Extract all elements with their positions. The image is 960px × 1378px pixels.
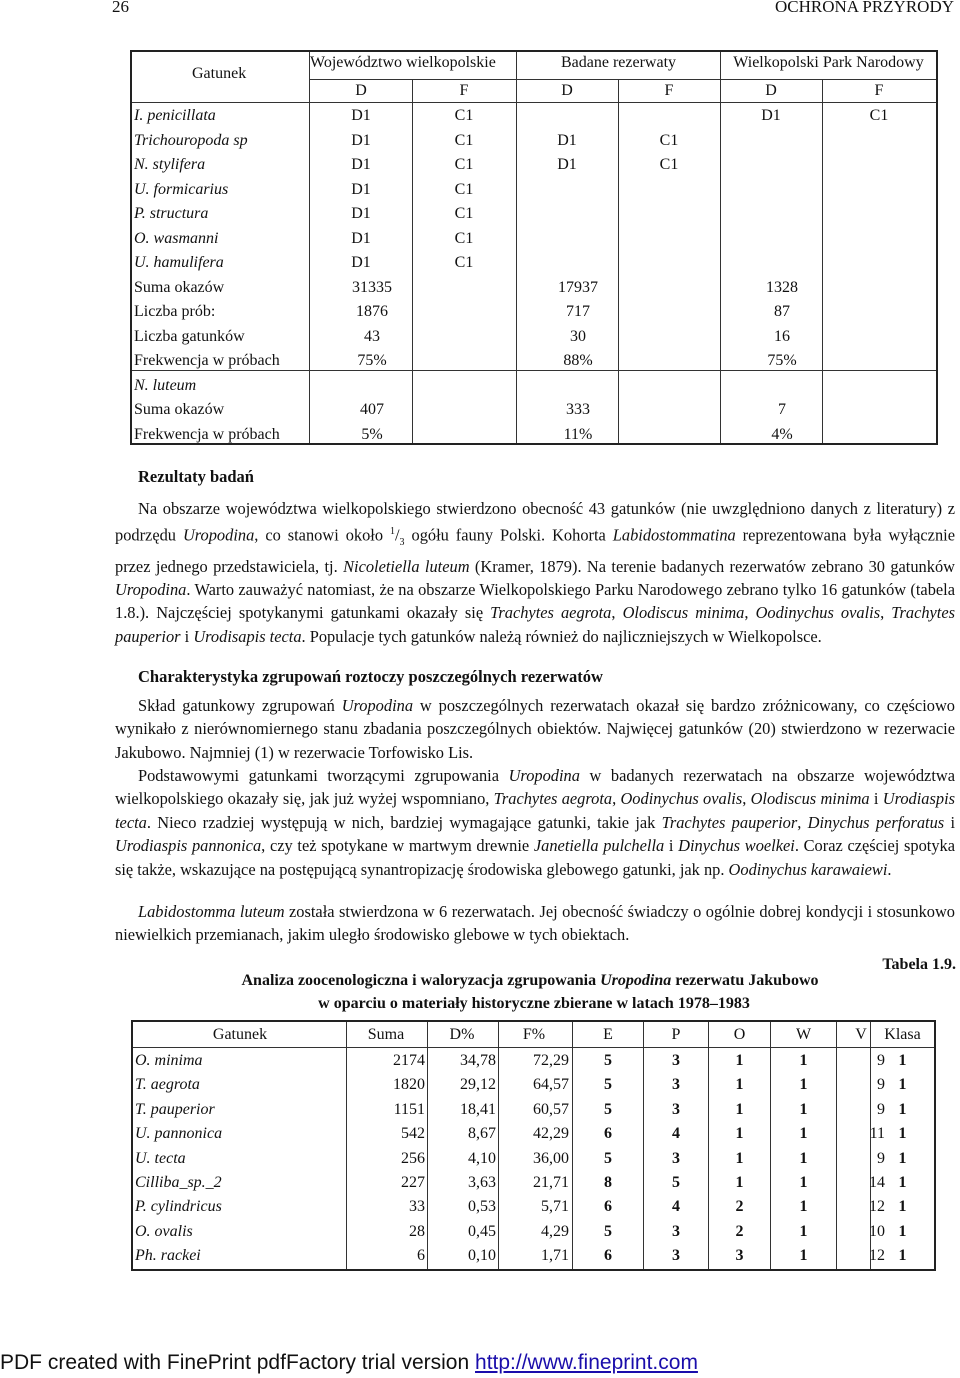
- table-row: [133, 1073, 934, 1097]
- species-cell: N. stylifera: [134, 156, 206, 173]
- species-cell: Suma okazów: [134, 278, 225, 296]
- value-cell: 29,12: [460, 1076, 496, 1094]
- table-row: [132, 423, 936, 447]
- value-cell: 5: [604, 1052, 612, 1069]
- value-cell: 30: [570, 327, 586, 345]
- zoocenology-table: [131, 1020, 936, 1271]
- species-cell: U. tecta: [135, 1149, 186, 1167]
- value-cell: 542: [401, 1125, 425, 1143]
- value-cell: [618, 251, 720, 275]
- species-cell: Ph. rackei: [135, 1247, 201, 1265]
- value-cell: 2174: [393, 1052, 425, 1069]
- value-cell: 9: [877, 1149, 885, 1167]
- value-cell: C1: [454, 254, 474, 271]
- species-cell: N. luteum: [134, 376, 197, 394]
- column-header: P: [671, 1026, 681, 1043]
- value-cell: 1: [735, 1076, 744, 1094]
- value-cell: 3: [672, 1247, 680, 1265]
- column-header: Klasa: [884, 1026, 921, 1043]
- value-cell: 1: [799, 1052, 808, 1069]
- value-cell: 60,57: [533, 1100, 569, 1118]
- value-cell: D1: [351, 180, 371, 198]
- table-row: [133, 1220, 934, 1244]
- section-title: Rezultaty badań: [138, 467, 254, 486]
- value-cell: 0,53: [468, 1198, 496, 1216]
- value-cell: 1: [735, 1125, 744, 1143]
- value-cell: 1876: [356, 303, 388, 320]
- value-cell: 227: [401, 1174, 425, 1191]
- value-cell: [720, 374, 844, 398]
- sub-header-row: D F D F D F: [355, 82, 884, 99]
- value-cell: 1: [799, 1198, 808, 1216]
- group-header: Badane rezerwaty: [560, 54, 677, 71]
- species-cell: U. hamulifera: [134, 254, 224, 271]
- table-row: [133, 1147, 934, 1171]
- value-cell: [822, 202, 936, 226]
- value-cell: 10: [869, 1222, 885, 1240]
- value-cell: D1: [351, 156, 371, 173]
- value-cell: [720, 349, 844, 373]
- value-cell: [516, 300, 640, 324]
- paragraph: Podstawowymi gatunkami tworzącymi zgrupowania Uropodina w badanych rezerwatach na obszarze województwa wielkopolskiego okazały się, jak już wyżej wspomniano, Trachytes aegrota, Oodinychus ovalis, Olodiscus minima i Urodiaspis tecta. Nieco rzadziej występują w nich, bardziej wymagające gatunki, takie jak Trachytes pauperior, Dinychus perforatus i Urodiaspis pannonica, czy też spotykane w martwym drewnie Janetiella pulchella i Dinychus woelkei. Coraz częściej spotyka się także, wskazujące na postępującą synantropizację środowiska glebowego gatunki, jak np. Oodinychus karawaiewi.: [115, 766, 956, 879]
- value-cell: 256: [401, 1149, 425, 1167]
- species-cell: Frekwencja w próbach: [134, 352, 280, 369]
- species-cell: T. pauperior: [135, 1100, 215, 1118]
- value-cell: 0,45: [468, 1222, 496, 1240]
- value-cell: 6: [604, 1125, 612, 1143]
- value-cell: [720, 129, 822, 153]
- table-label: Tabela 1.9.: [882, 956, 956, 973]
- value-cell: [822, 251, 936, 275]
- value-cell: 21,71: [533, 1174, 569, 1191]
- value-cell: 4: [672, 1198, 680, 1216]
- table-row: [132, 325, 936, 349]
- value-cell: 9: [877, 1100, 885, 1118]
- value-cell: 33: [409, 1198, 425, 1216]
- value-cell: 333: [566, 401, 590, 418]
- table-row: [132, 374, 936, 398]
- value-cell: [310, 325, 434, 349]
- species-cell: Suma okazów: [134, 401, 225, 418]
- species-cell: Trichouropoda sp: [134, 131, 248, 149]
- value-cell: [310, 423, 434, 447]
- value-cell: [822, 178, 936, 202]
- value-cell: 6: [604, 1247, 612, 1265]
- value-cell: C1: [454, 180, 474, 198]
- value-cell: 1: [799, 1076, 808, 1094]
- value-cell: [310, 374, 434, 398]
- table-row: [132, 227, 936, 251]
- value-cell: 4%: [771, 425, 793, 443]
- value-cell: D1: [351, 107, 371, 124]
- value-cell: 43: [364, 327, 380, 345]
- column-header: F%: [522, 1026, 546, 1043]
- value-cell: 1: [799, 1149, 808, 1167]
- value-cell: 8: [604, 1174, 612, 1191]
- table-row: [132, 349, 936, 373]
- value-cell: 12: [869, 1247, 885, 1265]
- value-cell: 1: [799, 1100, 808, 1118]
- value-cell: 5: [604, 1076, 612, 1094]
- value-cell: 1: [898, 1076, 907, 1094]
- value-cell: 9: [877, 1076, 885, 1094]
- value-cell: 7: [778, 401, 786, 418]
- species-cell: O. wasmanni: [134, 229, 219, 247]
- value-cell: D1: [557, 131, 577, 149]
- table-row: [133, 1049, 934, 1073]
- table-row: [133, 1171, 934, 1195]
- value-cell: [618, 227, 720, 251]
- value-cell: [516, 325, 640, 349]
- value-cell: [822, 227, 936, 251]
- value-cell: [822, 153, 936, 177]
- value-cell: [720, 178, 822, 202]
- value-cell: [618, 178, 720, 202]
- table-row: [133, 1122, 934, 1146]
- value-cell: D1: [351, 131, 371, 149]
- species-cell: Liczba prób:: [134, 303, 216, 320]
- header-row: [133, 1023, 934, 1047]
- value-cell: 1: [898, 1222, 907, 1240]
- value-cell: 2: [735, 1222, 744, 1240]
- value-cell: [516, 251, 618, 275]
- group-header: Wielkopolski Park Narodowy: [733, 54, 924, 71]
- value-cell: [720, 153, 822, 177]
- value-cell: [310, 276, 434, 300]
- distribution-table: [130, 50, 938, 445]
- species-cell: O. minima: [135, 1052, 203, 1069]
- species-cell: I. penicillata: [134, 107, 216, 124]
- table-row: [132, 178, 936, 202]
- value-cell: 0,10: [468, 1247, 496, 1265]
- value-cell: 88%: [563, 352, 593, 369]
- value-cell: [516, 398, 640, 422]
- value-cell: [822, 129, 936, 153]
- value-cell: [720, 251, 822, 275]
- value-cell: 1: [799, 1247, 808, 1265]
- value-cell: 5,71: [541, 1198, 569, 1216]
- value-cell: 1: [735, 1149, 744, 1167]
- column-header: W: [795, 1026, 812, 1043]
- value-cell: 34,78: [460, 1052, 496, 1069]
- value-cell: C1: [659, 131, 679, 149]
- running-header: OCHRONA PRZYRODY: [775, 0, 954, 16]
- species-cell: T. aegrota: [135, 1076, 200, 1094]
- value-cell: 3,63: [468, 1174, 496, 1191]
- value-cell: D1: [761, 107, 781, 124]
- value-cell: 3: [672, 1222, 680, 1240]
- value-cell: 1820: [393, 1076, 425, 1094]
- value-cell: 64,57: [533, 1076, 569, 1094]
- value-cell: 3: [672, 1100, 680, 1118]
- table-row: [132, 104, 936, 128]
- value-cell: [516, 178, 618, 202]
- value-cell: 16: [774, 327, 790, 345]
- species-cell: Cilliba_sp._2: [135, 1174, 222, 1191]
- value-cell: C1: [454, 156, 474, 173]
- column-header: Gatunek: [212, 1026, 268, 1043]
- value-cell: D1: [351, 229, 371, 247]
- value-cell: 87: [774, 303, 790, 320]
- value-cell: D1: [351, 254, 371, 271]
- paragraph: Labidostomma luteum została stwierdzona w 6 rezerwatach. Jej obecność świadczy o ogólnie dobrej kondycji i stosunkowo niewielkich przemianach, jakim uległo środowisko glebowe w tych obiektach.: [115, 902, 955, 945]
- table-row: [132, 276, 936, 300]
- table-title: w oparciu o materiały historyczne zbierane w latach 1978–1983: [318, 995, 750, 1012]
- table-row: [132, 300, 936, 324]
- table-row: [133, 1098, 934, 1122]
- table-row: [133, 1195, 934, 1219]
- value-cell: 75%: [767, 352, 797, 369]
- value-cell: 5: [604, 1222, 612, 1240]
- value-cell: [720, 423, 844, 447]
- value-cell: 14: [869, 1174, 885, 1191]
- value-cell: [720, 398, 844, 422]
- paragraph: Skład gatunkowy zgrupowań Uropodina w poszczególnych rezerwatach okazał się bardzo zróżnicowany, co częściowo wynikało z nierównomiernego stanu zbadania poszczególnych obiektów. Najwięcej gatunków (20) stwierdzono w rezerwacie Jakubowo. Najmniej (1) w rezerwacie Torfowisko Lis.: [115, 696, 955, 762]
- species-cell: U. pannonica: [135, 1125, 223, 1143]
- value-cell: 12: [869, 1198, 885, 1216]
- value-cell: 1: [898, 1174, 907, 1191]
- value-cell: [720, 300, 844, 324]
- value-cell: 1: [898, 1198, 907, 1216]
- value-cell: [516, 276, 640, 300]
- value-cell: 4: [672, 1125, 680, 1143]
- value-cell: 3: [672, 1149, 680, 1167]
- value-cell: C1: [454, 229, 474, 247]
- species-header: Gatunek: [192, 65, 247, 82]
- value-cell: 36,00: [533, 1149, 569, 1167]
- value-cell: 4,10: [468, 1149, 496, 1167]
- species-cell: P. cylindricus: [135, 1198, 222, 1216]
- section-title: Charakterystyka zgrupowań roztoczy poszczególnych rezerwatów: [138, 667, 603, 686]
- table-row: [132, 129, 936, 153]
- value-cell: 28: [409, 1222, 425, 1240]
- value-cell: 1: [799, 1174, 808, 1191]
- value-cell: [310, 398, 434, 422]
- value-cell: [516, 349, 640, 373]
- value-cell: 3: [672, 1076, 680, 1094]
- paragraph: Na obszarze województwa wielkopolskiego stwierdzono obecność 43 gatunków (nie uwzględniono danych z literatury) z podrzędu Uropodina, co stanowi około $^1/_3$ ogółu fauny Polski. Kohorta Labidostommatina reprezentowana była wyłącznie przez jednego przedstawiciela, tj. Nicoletiella luteum (Kramer, 1879). Na terenie badanych rezerwatów zebrano 30 gatunków Uropodina. Warto zauważyć natomiast, że na obszarze Wielkopolskiego Parku Narodowego zebrano tylko 16 gatunków (tabela 1.8.). Najczęściej spotykanymi gatunkami okazały się Trachytes aegrota, Olodiscus minima, Oodinychus ovalis, Trachytes pauperior i Urodisapis tecta. Populacje tych gatunków należą również do najliczniejszych w Wielkopolsce.: [115, 499, 956, 646]
- column-header: Suma: [367, 1026, 405, 1043]
- value-cell: 5%: [361, 425, 383, 443]
- table-row: [133, 1244, 934, 1268]
- species-cell: Liczba gatunków: [134, 327, 245, 345]
- value-cell: 8,67: [468, 1125, 496, 1143]
- value-cell: 1: [898, 1247, 907, 1265]
- value-cell: [720, 227, 822, 251]
- value-cell: D1: [557, 156, 577, 173]
- value-cell: [720, 202, 822, 226]
- value-cell: 42,29: [533, 1125, 569, 1143]
- value-cell: D1: [351, 205, 371, 222]
- value-cell: 11%: [563, 425, 593, 443]
- value-cell: 3: [735, 1247, 744, 1265]
- value-cell: 1: [898, 1052, 907, 1069]
- value-cell: [618, 202, 720, 226]
- column-header: D%: [449, 1026, 475, 1043]
- value-cell: 5: [672, 1174, 680, 1191]
- table-title: Analiza zoocenologiczna i waloryzacja zgrupowania Uropodina rezerwatu Jakubowo: [241, 972, 819, 989]
- value-cell: [720, 325, 844, 349]
- value-cell: 1: [735, 1174, 744, 1191]
- value-cell: 4,29: [541, 1222, 569, 1240]
- value-cell: 18,41: [460, 1100, 496, 1118]
- value-cell: 72,29: [533, 1052, 569, 1069]
- value-cell: [516, 104, 618, 128]
- value-cell: 9: [877, 1052, 885, 1069]
- value-cell: 1: [898, 1100, 907, 1118]
- species-cell: O. ovalis: [135, 1222, 193, 1240]
- fineprint-link[interactable]: http://www.fineprint.com: [475, 1351, 698, 1374]
- value-cell: 2: [735, 1198, 744, 1216]
- value-cell: C1: [454, 205, 474, 222]
- species-cell: U. formicarius: [134, 180, 229, 198]
- column-header: V: [855, 1026, 867, 1043]
- value-cell: C1: [659, 156, 679, 173]
- value-cell: 407: [360, 401, 384, 418]
- value-cell: [310, 300, 434, 324]
- table-row: [132, 251, 936, 275]
- value-cell: [516, 227, 618, 251]
- value-cell: 1: [799, 1222, 808, 1240]
- value-cell: C1: [869, 107, 889, 124]
- value-cell: 1328: [766, 278, 798, 296]
- table-row: [132, 398, 936, 422]
- species-cell: Frekwencja w próbach: [134, 425, 280, 443]
- value-cell: 1: [799, 1125, 808, 1143]
- value-cell: [618, 104, 720, 128]
- value-cell: [516, 374, 640, 398]
- value-cell: 1: [898, 1149, 907, 1167]
- value-cell: 1151: [393, 1100, 425, 1118]
- value-cell: [516, 202, 618, 226]
- value-cell: 31335: [352, 278, 392, 296]
- column-header: O: [733, 1026, 746, 1043]
- value-cell: 17937: [558, 278, 598, 296]
- value-cell: 75%: [357, 352, 387, 369]
- table-row: [132, 153, 936, 177]
- value-cell: 6: [417, 1247, 425, 1265]
- value-cell: 1: [898, 1125, 907, 1143]
- group-header: Województwo wielkopolskie: [310, 54, 496, 71]
- value-cell: 5: [604, 1149, 612, 1167]
- table-row: [132, 202, 936, 226]
- value-cell: 6: [604, 1198, 612, 1216]
- value-cell: 1,71: [541, 1247, 569, 1265]
- species-cell: P. structura: [134, 205, 209, 222]
- value-cell: 1: [735, 1052, 744, 1069]
- column-header: E: [603, 1026, 613, 1043]
- value-cell: [720, 276, 844, 300]
- value-cell: [310, 349, 434, 373]
- value-cell: 3: [672, 1052, 680, 1069]
- page-number: 26: [112, 0, 129, 16]
- value-cell: C1: [454, 107, 474, 124]
- value-cell: 5: [604, 1100, 612, 1118]
- value-cell: 1: [735, 1100, 744, 1118]
- value-cell: 11: [869, 1125, 885, 1143]
- value-cell: 717: [566, 303, 590, 320]
- value-cell: [516, 423, 640, 447]
- value-cell: C1: [454, 131, 474, 149]
- pdf-footer: PDF created with FinePrint pdfFactory trial version http://www.fineprint.com: [0, 1351, 698, 1374]
